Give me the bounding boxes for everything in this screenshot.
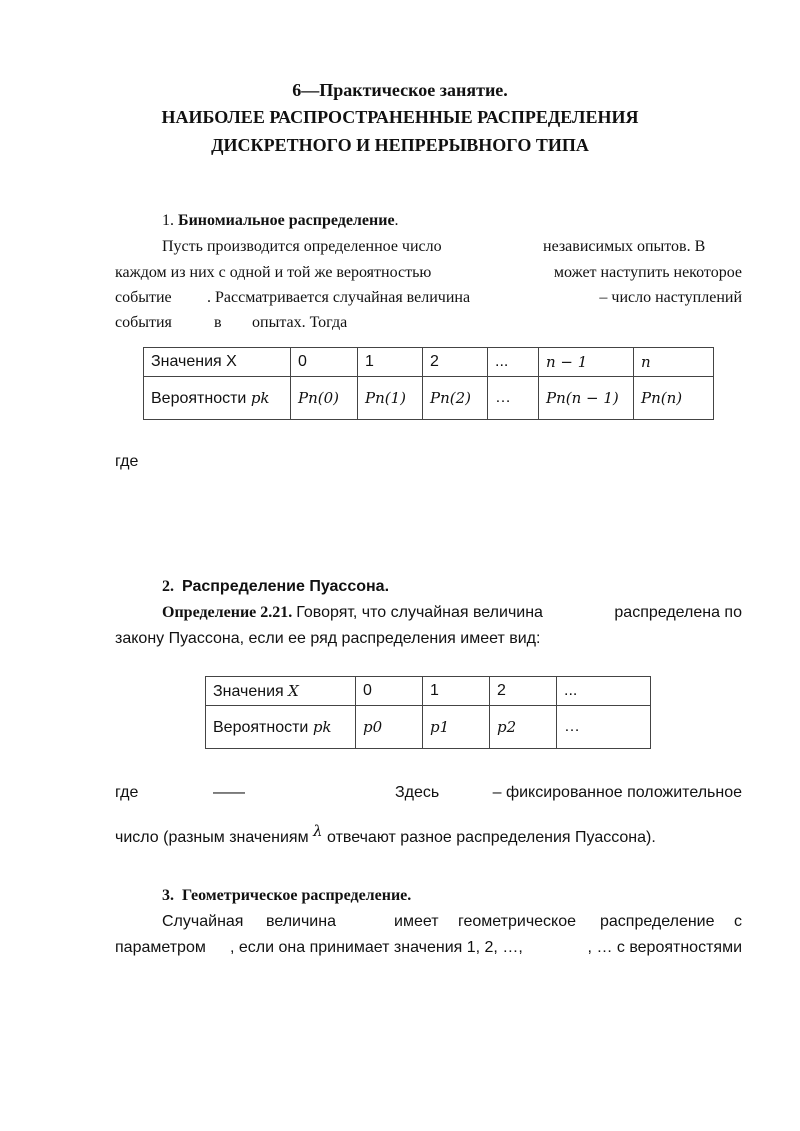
binomial-cell: Pn(1) [358,377,423,420]
section1-number: 1 [162,212,170,229]
s3-l1-a: Случайная [162,913,244,930]
section1-heading-end: . [394,212,399,229]
poisson-cell: ... [557,677,651,706]
binomial-cell: 2 [423,348,488,377]
binomial-cell: Pn(n − 1) [539,377,634,420]
binomial-prob-row [144,377,714,420]
s3-l1-d: геометрическое [458,913,577,930]
binomial-values-row [144,348,714,377]
binomial-cell: Значения X [144,348,291,377]
binomial-cell: … [488,377,539,420]
s2-line-2 [115,822,656,847]
section2-number: 2. [162,578,174,595]
prob-label-text: Вероятности [213,718,309,736]
s3-l2-a: параметром [115,939,206,956]
s1-line-4 [115,314,348,332]
s1-l3-a: событие [115,289,172,306]
s1-where: где [115,453,139,470]
s3-l2-b: , если она принимает значения 1, 2, …, [230,939,523,956]
title-line-1: 6—Практическое занятие. [292,80,508,100]
s1-l4-c: опытах. Тогда [252,314,348,331]
s1-l3-b: . Рассматривается случайная величина [207,289,471,306]
poisson-cell: 2 [490,677,557,706]
pk-symbol: pk [250,388,270,407]
values-label-text: Значения [213,682,284,700]
poisson-cell: 0 [356,677,423,706]
poisson-cell: p0 [356,706,423,749]
binomial-cell: 1 [358,348,423,377]
s3-l2-c: , … с вероятностями [587,939,742,956]
s1-l2-b: может наступить некоторое [553,264,742,281]
s1-l1-a: Пусть производится определенное число [162,238,442,255]
binomial-cell: Pn(2) [423,377,488,420]
title-line-2: НАИБОЛЕЕ РАСПРОСТРАНЕННЫЕ РАСПРЕДЕЛЕНИЯ [161,107,639,127]
section1-heading: 1. Биномиальное распределение. [162,212,399,229]
s2-where: где [115,784,139,801]
section2-heading [162,578,389,596]
s2-here-b: – фиксированное положительное [492,784,742,801]
s2-def-line-2: закону Пуассона, если ее ряд распределения имеет вид: [115,630,541,647]
binomial-table [143,347,714,420]
s1-line-1 [162,238,742,256]
section1-title: Биномиальное распределение [178,212,395,229]
s1-l2-a: каждом из них с одной и той же вероятностью [115,264,432,281]
s1-line-3 [115,289,742,307]
binomial-cell: Pn(n) [634,377,714,420]
s2-def-a: Говорят, что случайная величина [296,604,543,621]
poisson-cell: … [557,706,651,749]
section2-title: Распределение Пуассона. [182,578,390,595]
poisson-values-row [206,677,651,706]
poisson-label-cell [206,677,356,706]
pk-symbol: pk [312,717,332,736]
s1-l4-a: события [115,314,172,331]
s1-line-2 [115,264,742,282]
s2-def-b: распределена по [614,604,742,621]
s3-line-2 [115,939,742,957]
prob-label-text: Вероятности [151,389,247,407]
poisson-table [205,676,651,749]
section3-title: Геометрическое распределение. [182,887,412,904]
binomial-cell: 0 [291,348,358,377]
binomial-cell: n − 1 [539,348,634,377]
section3-heading [162,887,411,905]
s2-here-a: Здесь [395,784,440,801]
binomial-prob-label [144,377,291,420]
def-label: Определение 2.21. [162,604,293,621]
binomial-cell: Pn(0) [291,377,358,420]
s2-def-line-1 [162,604,742,622]
s3-l1-c: имеет [394,913,439,930]
s3-l1-f: с [734,913,742,930]
binomial-cell: n [634,348,714,377]
poisson-prob-row [206,706,651,749]
x-symbol: X [288,681,299,700]
s2-where-line [115,784,742,802]
lambda-symbol: λ [313,822,323,840]
title-line-3: ДИСКРЕТНОГО И НЕПРЕРЫВНОГО ТИПА [211,135,589,155]
s1-l4-b: в [214,314,222,331]
section3-number: 3. [162,887,174,904]
poisson-cell: p1 [423,706,490,749]
s3-l1-b: величина [266,913,336,930]
s2-l2-b: отвечают разное распределения Пуассона). [327,829,656,846]
binomial-cell: ... [488,348,539,377]
s1-l1-b: независимых опытов. В [543,238,706,255]
poisson-cell: p2 [490,706,557,749]
s2-dash: —— [213,784,245,801]
s2-l2-a: число (разным значениям [115,829,309,846]
s3-l1-e: распределение [600,913,715,930]
s1-l3-c: – число наступлений [599,289,742,306]
poisson-cell: 1 [423,677,490,706]
poisson-prob-label [206,706,356,749]
